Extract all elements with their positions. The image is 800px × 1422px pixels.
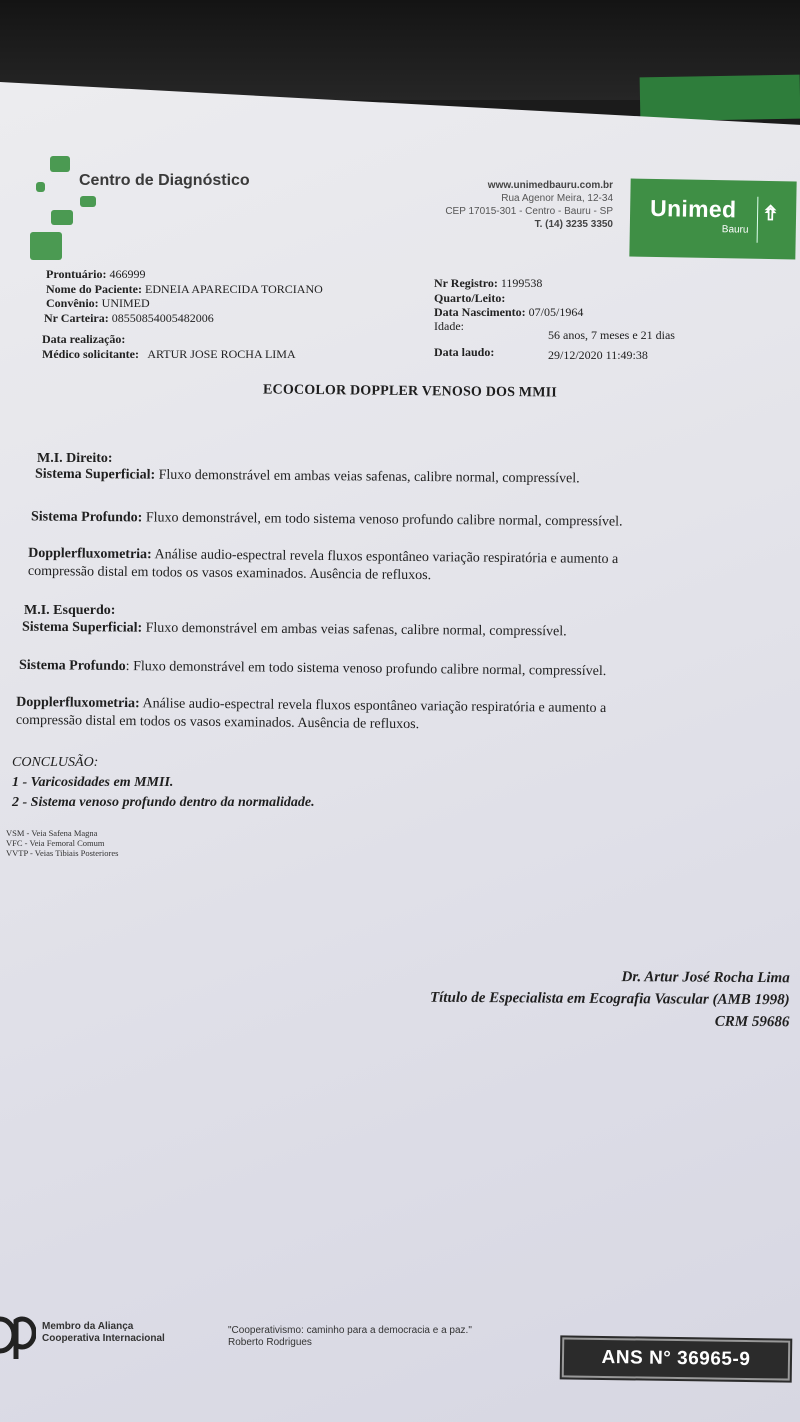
logo-divider — [757, 197, 759, 243]
doctor-crm: CRM 59686 — [715, 1013, 790, 1031]
doctor-title: Título de Especialista em Ecografia Vascular (AMB 1998) — [430, 989, 791, 1009]
brand-name: Centro de Diagnóstico — [79, 172, 250, 189]
aci-logo-icon — [0, 1313, 36, 1359]
phone: T. (14) 3235 3350 — [534, 219, 613, 230]
field-idade-label: Idade: — [434, 319, 464, 333]
conclusion-item-2: 2 - Sistema venoso profundo dentro da normalidade. — [12, 795, 315, 810]
conclusion-block — [12, 753, 315, 813]
right-profundo: Sistema Profundo: Fluxo demonstrável, em todo sistema venoso profundo calibre normal, compressível. — [30, 509, 623, 530]
field-nome: Nome do Paciente: EDNEIA APARECIDA TORCIANO — [46, 282, 323, 296]
left-profundo: Sistema Profundo: Fluxo demonstrável em todo sistema venoso profundo calibre normal, compressível. — [18, 657, 607, 680]
green-folder — [640, 75, 800, 122]
abbreviations: VSM - Veia Safena Magna VFC - Veia Femoral Comum VVTP - Veias Tibiais Posteriores — [6, 828, 119, 858]
field-convenio: Convênio: UNIMED — [46, 296, 150, 310]
field-prontuario: Prontuário: 466999 — [46, 267, 146, 281]
conclusion-heading: CONCLUSÃO: — [12, 755, 99, 770]
unimed-tree-icon: ⇮ — [761, 202, 780, 226]
aci-text: Membro da Aliança Cooperativa Internacional — [42, 1321, 165, 1344]
field-laudo: 29/12/2020 11:49:38 — [548, 348, 648, 362]
footer-quote: "Cooperativismo: caminho para a democracia e a paz." Roberto Rodrigues — [228, 1325, 472, 1348]
heading-right-leg: M.I. Direito: — [37, 451, 113, 466]
field-quarto: Quarto/Leito: — [434, 291, 506, 305]
field-laudo-label: Data laudo: — [434, 345, 495, 359]
ans-badge: ANS N° 36965-9 — [562, 1337, 791, 1380]
left-doppler: Dopplerfluxometria: Análise audio-espectral revela fluxos espontâneo variação respiratória e aumento a compressão distal em todos os vasos examinados. Ausência de refluxos. — [15, 694, 607, 733]
unimed-wordmark: Unimed — [649, 194, 737, 223]
field-data-realizacao: Data realização: — [42, 332, 126, 346]
unimed-city: Bauru — [721, 224, 749, 236]
address-line-2: CEP 17015-301 - Centro - Bauru - SP — [445, 206, 613, 217]
field-carteira: Nr Carteira: 08550854005482006 — [44, 311, 214, 325]
report-title: ECOCOLOR DOPPLER VENOSO DOS MMII — [262, 382, 558, 401]
unimed-logo — [629, 179, 796, 260]
field-nascimento: Data Nascimento: 07/05/1964 — [434, 305, 584, 319]
field-medico: Médico solicitante: ARTUR JOSE ROCHA LIMA — [42, 347, 296, 361]
right-doppler: Dopplerfluxometria: Análise audio-espectral revela fluxos espontâneo variação respiratória e aumento a compressão distal em todos os vasos examinados. Ausência de refluxos. — [27, 545, 619, 584]
left-superficial: Sistema Superficial: Fluxo demonstrável em ambas veias safenas, calibre normal, compressível. — [21, 619, 567, 640]
doctor-name: Dr. Artur José Rocha Lima — [621, 969, 791, 987]
signature-block — [430, 965, 790, 1034]
address-line-1: Rua Agenor Meira, 12-34 — [501, 193, 613, 204]
contact-block — [445, 179, 613, 231]
right-superficial: Sistema Superficial: Fluxo demonstrável em ambas veias safenas, calibre normal, compressível. — [34, 466, 580, 487]
conclusion-item-1: 1 - Varicosidades em MMII. — [12, 775, 174, 790]
field-idade: 56 anos, 7 meses e 21 dias — [548, 328, 675, 342]
field-registro: Nr Registro: 1199538 — [434, 276, 543, 290]
heading-left-leg: M.I. Esquerdo: — [24, 603, 116, 618]
website-url: www.unimedbauru.com.br — [487, 180, 613, 191]
